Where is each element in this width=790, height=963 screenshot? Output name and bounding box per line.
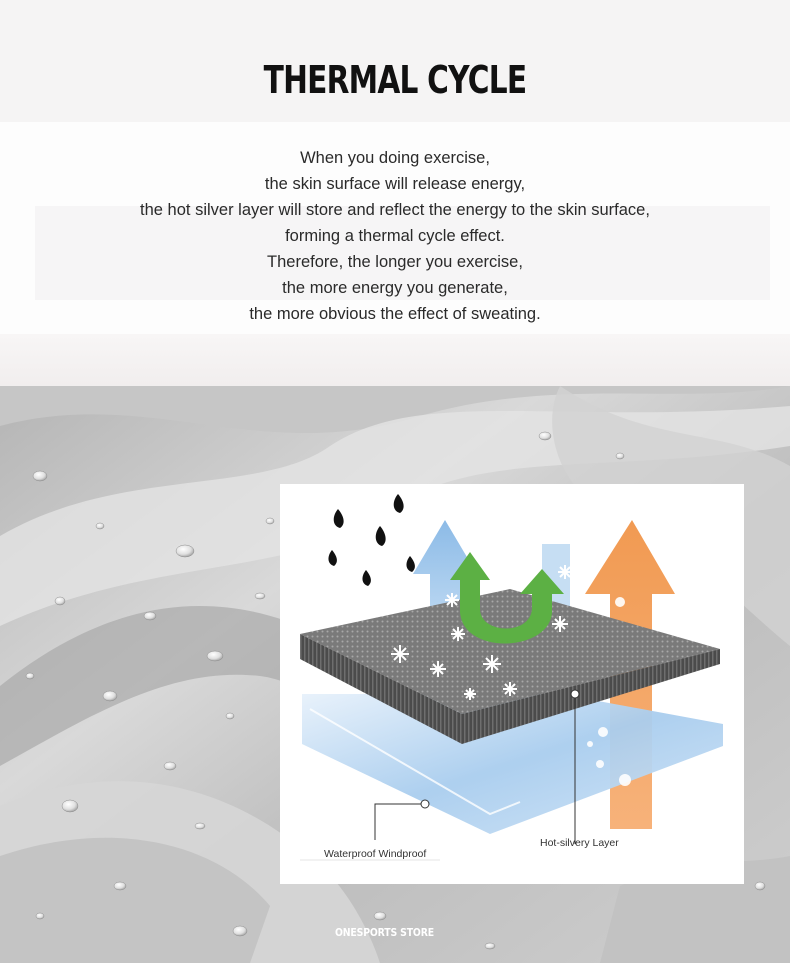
page-title: THERMAL CYCLE <box>263 58 527 102</box>
description-text <box>0 145 790 327</box>
description-line: the hot silver layer will store and reflect the energy to the skin surface, <box>140 201 650 219</box>
thermal-diagram <box>280 484 744 884</box>
description-line: forming a thermal cycle effect. <box>285 227 505 245</box>
store-watermark: ONESPORTS STORE <box>335 926 434 939</box>
description-line: the more energy you generate, <box>282 279 508 297</box>
waterproof-label: Waterproof Windproof <box>324 848 427 860</box>
description-line: the more obvious the effect of sweating. <box>249 305 541 323</box>
silver-layer-label: Hot-silvery Layer <box>540 837 619 849</box>
sweat-drop-icons <box>328 494 414 586</box>
description-line: Therefore, the longer you exercise, <box>267 253 523 271</box>
spacer-band <box>0 334 790 386</box>
description-line: the skin surface will release energy, <box>264 175 526 193</box>
description-line: When you doing exercise, <box>300 149 490 167</box>
